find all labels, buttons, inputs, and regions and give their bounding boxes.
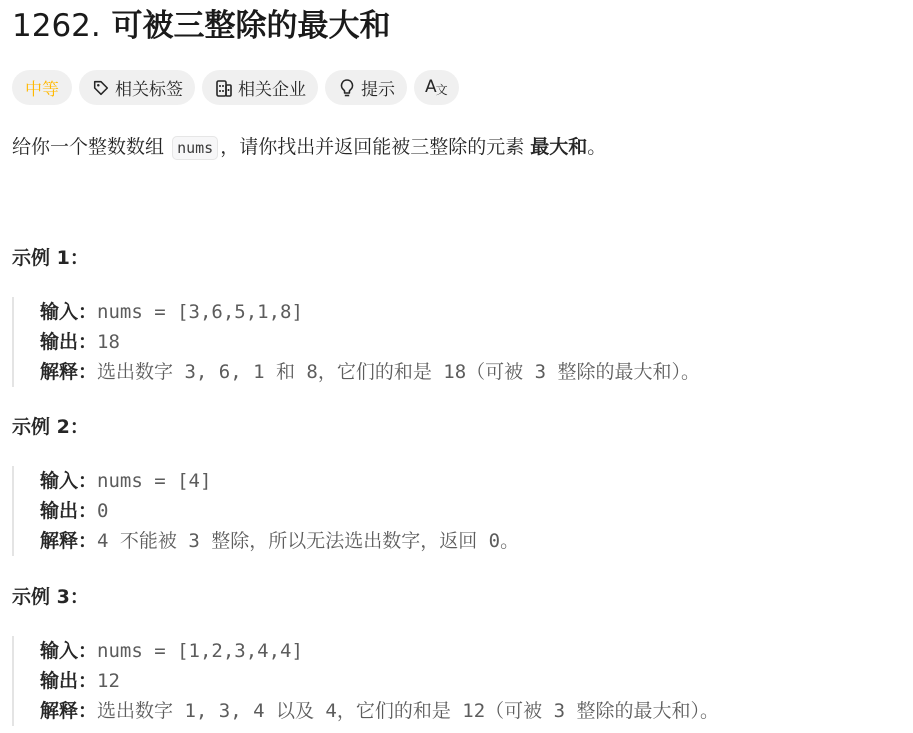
tag-bar — [12, 70, 459, 105]
problem-title: 可被三整除的最大和 — [111, 8, 391, 44]
translate-button[interactable] — [414, 70, 459, 105]
description-text: ，请你找出并返回能被三整除的元素 — [220, 136, 525, 158]
example-2-title: 示例 2： — [12, 416, 89, 438]
problem-number: 1262. — [12, 8, 101, 44]
difficulty-badge[interactable] — [12, 70, 72, 105]
problem-description — [12, 133, 606, 162]
example-output: 输出：18 — [40, 331, 120, 353]
example-3-title: 示例 3： — [12, 586, 89, 608]
example-3-block — [12, 636, 719, 726]
companies-tag-label: 相关企业 — [238, 80, 306, 100]
inline-code: nums — [172, 136, 218, 160]
example-input: 输入：nums = [1,2,3,4,4] — [40, 640, 303, 662]
example-1-title: 示例 1： — [12, 247, 89, 269]
hint-button[interactable] — [325, 70, 407, 105]
companies-tag-button[interactable] — [202, 70, 318, 105]
example-explanation: 解释：选出数字 1, 3, 4 以及 4，它们的和是 12（可被 3 整除的最大和）。 — [40, 700, 719, 722]
example-1-block — [12, 297, 700, 387]
topics-tag-button[interactable] — [79, 70, 195, 105]
example-input: 输入：nums = [4] — [40, 470, 212, 492]
example-2-block — [12, 466, 519, 556]
example-output: 输出：0 — [40, 500, 109, 522]
example-output: 输出：12 — [40, 670, 120, 692]
hint-label: 提示 — [361, 80, 395, 100]
lightbulb-icon — [337, 78, 357, 98]
example-explanation: 解释：选出数字 3, 6, 1 和 8，它们的和是 18（可被 3 整除的最大和）。 — [40, 361, 700, 383]
example-input: 输入：nums = [3,6,5,1,8] — [40, 301, 303, 323]
tag-icon — [91, 78, 111, 98]
page-title — [12, 6, 391, 46]
topics-tag-label: 相关标签 — [115, 80, 183, 100]
building-icon — [214, 78, 234, 98]
description-text: 给你一个整数数组 — [12, 136, 165, 158]
description-emphasis: 最大和 — [530, 136, 588, 158]
difficulty-label: 中等 — [25, 80, 59, 100]
example-explanation: 解释：4 不能被 3 整除，所以无法选出数字，返回 0。 — [40, 530, 520, 552]
translate-icon: A文 — [425, 77, 448, 97]
description-text: 。 — [587, 136, 607, 158]
